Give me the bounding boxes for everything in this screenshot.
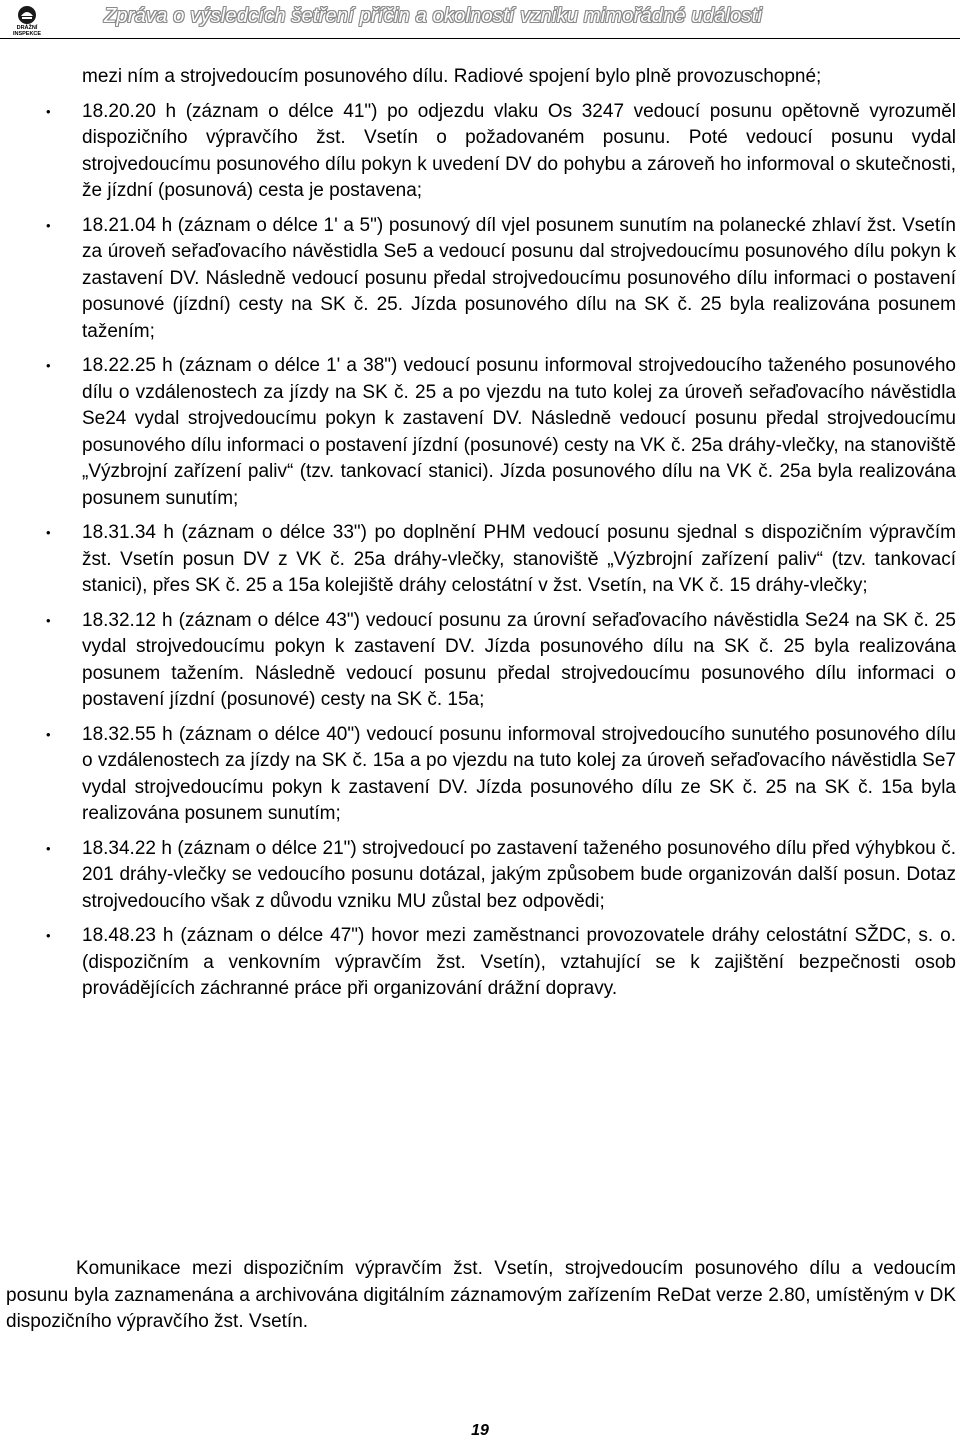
list-item: • 18.48.23 h (záznam o délce 47") hovor mezi zaměstnanci provozovatele dráhy celostátní SŽDC, s. o. (dispozičním a venkovním výpravčím žst. Vsetín), vztahující se k zajištění bezpečnosti osob provádějících záchranné práce při organizování drážní dopravy. [82,923,956,1003]
list-item: • 18.32.55 h (záznam o délce 40") vedoucí posunu informoval strojvedoucího sunutého posunového dílu o vzdálenostech za jízdy na SK č. 15a a po vjezdu na tuto kolej za úroveň seřaďovacího návěstidla Se7 vydal strojvedoucímu pokyn k zastavení DV. Jízda posunového dílu ze SK č. 25 na SK č. 15a byla realizována posunem sunutím; [82,722,956,828]
header-title: Zpráva o výsledcích šetření příčin a okolností vzniku mimořádné události [104,5,763,27]
page-header [0,0,960,38]
logo-emblem-icon [6,4,48,36]
list-item: • 18.34.22 h (záznam o délce 21") strojvedoucí po zastavení taženého posunového dílu před výhybkou č. 201 dráhy-vlečky se vedoucího posunu dotázal, jakým způsobem bude organizován další posun. Dotaz strojvedoucího však z důvodu vzniku MU zůstal bez odpovědi; [82,836,956,916]
page-number: 19 [471,1422,489,1439]
svg-text:DRÁŽNÍ: DRÁŽNÍ [16,25,38,31]
list-item: mezi ním a strojvedoucím posunového dílu. Radiové spojení bylo plně provozuschopné; [82,66,822,87]
list-item: • 18.22.25 h (záznam o délce 1' a 38") vedoucí posunu informoval strojvedoucího taženého posunového dílu o vzdálenostech za jízdy na SK č. 25 a po vjezdu na tuto kolej za úroveň seřaďovacího návěstidla Se24 vydal strojvedoucímu pokyn k zastavení DV. Následně vedoucí posunu předal strojvedoucímu posunového dílu informaci o postavení jízdní (posunové) cesty na VK č. 25a dráhy-vlečky, na stanoviště „Výzbrojní zařízení paliv“ (tzv. tankovací stanici). Jízda posunového dílu na VK č. 25a byla realizována posunem sunutím; [82,353,956,512]
list-item: • 18.21.04 h (záznam o délce 1' a 5") posunový díl vjel posunem sunutím na polanecké zhlaví žst. Vsetín za úroveň seřaďovacího návěstidla Se5 a vedoucí posunu dal strojvedoucímu posunového dílu pokyn k zastavení DV. Následně vedoucí posunu předal strojvedoucímu posunového dílu informaci o postavení posunové (jízdní) cesty na SK č. 25. Jízda posunového dílu na SK č. 25 byla realizována posunem tažením; [82,213,956,346]
drazni-inspekce-logo [6,4,48,36]
svg-text:INSPEKCE: INSPEKCE [12,31,42,36]
list-item: • 18.32.12 h (záznam o délce 43") vedoucí posunu za úrovní seřaďovacího návěstidla Se24 na SK č. 25 vydal strojvedoucímu pokyn k zastavení DV. Jízda posunového dílu na SK č. 25 byla realizována posunem tažením. Následně vedoucí posunu předal strojvedoucímu posunového dílu informaci o postavení jízdní (posunové) cesty na SK č. 15a; [82,608,956,714]
event-log-list [82,64,956,1011]
list-item: • 18.31.34 h (záznam o délce 33") po doplnění PHM vedoucí posunu sjednal s dispozičním výpravčím žst. Vsetín posun DV z VK č. 25a dráhy-vlečky, stanoviště „Výzbrojní zařízení paliv“ (tzv. tankovací stanici), přes SK č. 25 a 15a kolejiště dráhy celostátní v žst. Vsetín, na VK č. 15 dráhy-vlečky; [82,520,956,600]
header-divider [0,38,960,39]
list-item: • 18.20.20 h (záznam o délce 41") po odjezdu vlaku Os 3247 vedoucí posunu opětovně vyrozuměl dispozičního výpravčího žst. Vsetín o požadovaném posunu. Poté vedoucí posunu vydal strojvedoucímu posunového dílu pokyn k uvedení DV do pohybu a zároveň ho informoval o skutečnosti, že jízdní (posunová) cesta je postavena; [82,99,956,205]
closing-paragraph: Komunikace mezi dispozičním výpravčím žst. Vsetín, strojvedoucím posunového dílu a vedoucím posunu byla zaznamenána a archivována digitálním záznamovým zařízením ReDat verze 2.80, umístěným v DK dispozičního výpravčího žst. Vsetín. [6,1258,956,1332]
